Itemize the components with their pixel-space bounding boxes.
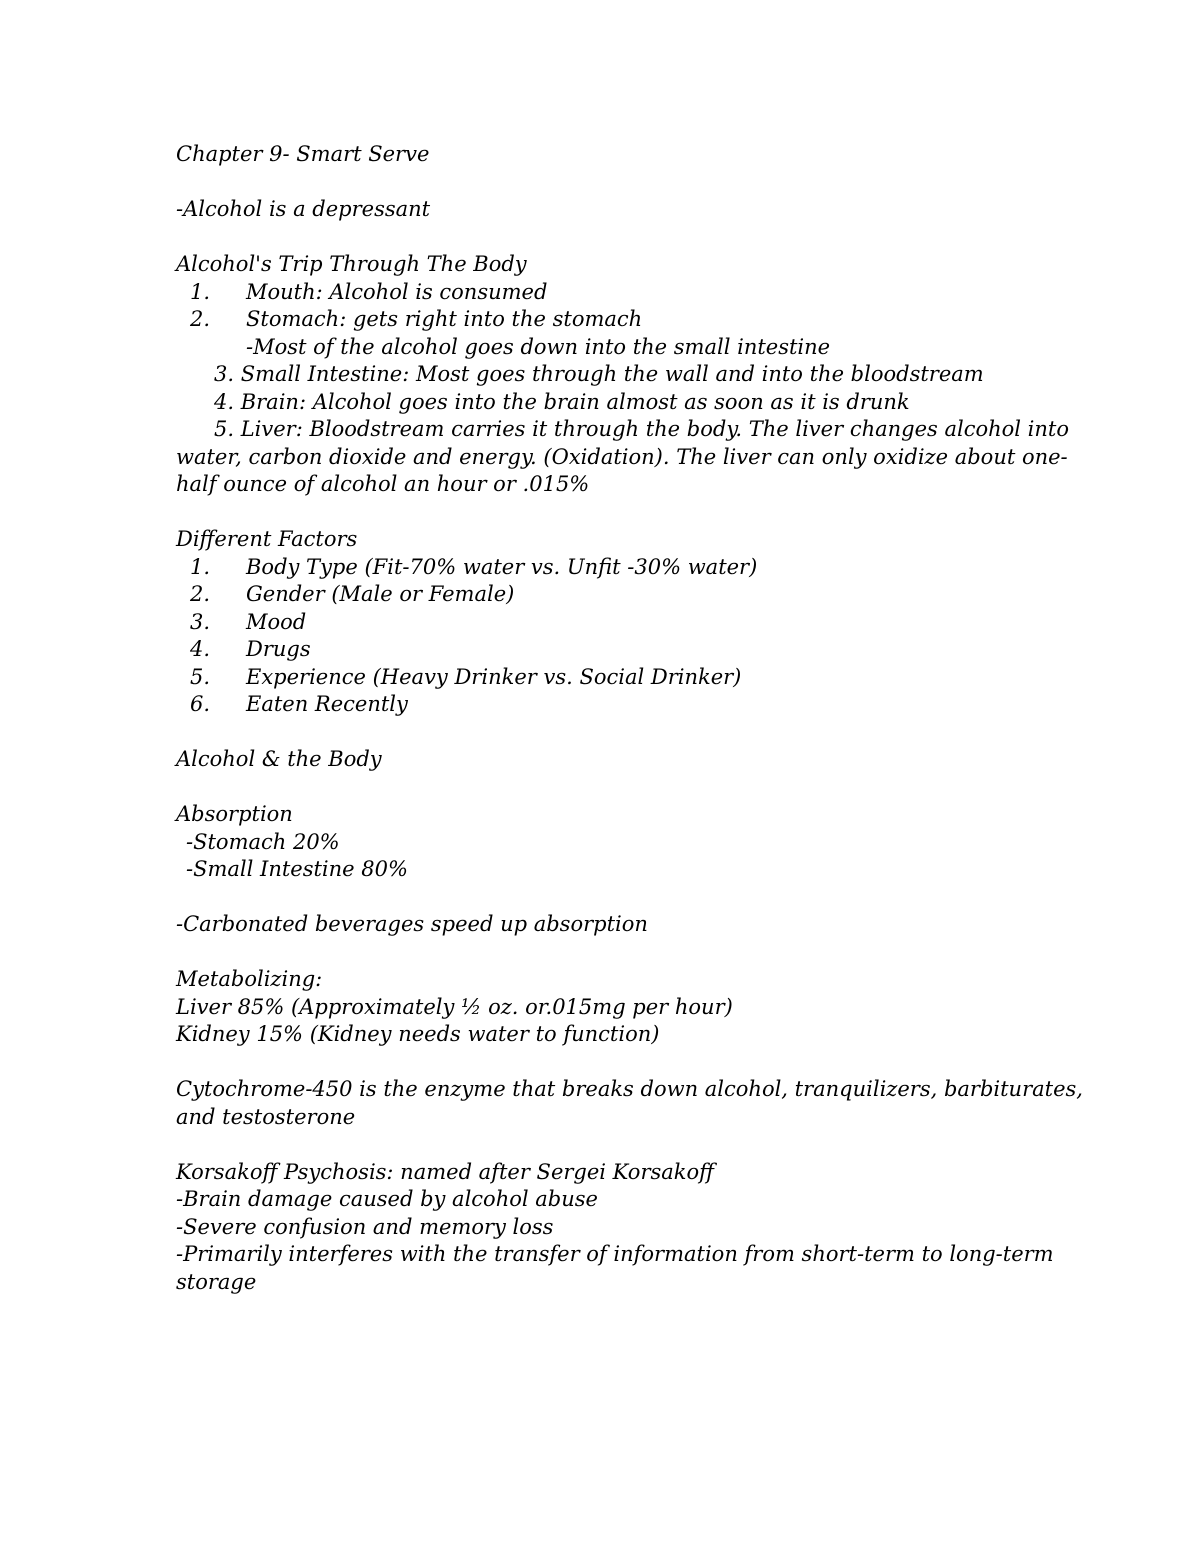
absorption-stomach: -Stomach 20%	[186, 829, 340, 854]
list-item	[176, 306, 1016, 334]
metabolizing-liver: Liver 85% (Approximately ½ oz. or.015mg per hour)	[176, 994, 733, 1019]
list-number: 2.	[189, 582, 210, 606]
list-item	[176, 581, 1016, 609]
korsakoff-point: -Brain damage caused by alcohol abuse	[176, 1187, 598, 1211]
list-item	[176, 554, 1016, 582]
list-item	[176, 691, 1016, 719]
list-item	[176, 279, 1016, 307]
liver-continuation: half ounce of alcohol an hour or .015%	[176, 472, 590, 496]
factors-heading: Different Factors	[176, 527, 358, 551]
spacer	[176, 939, 1016, 967]
spacer	[176, 1049, 1016, 1077]
list-text: Eaten Recently	[246, 692, 408, 716]
list-number: 6.	[189, 692, 210, 716]
list-number: 1.	[189, 279, 210, 304]
korsakoff-point: -Severe confusion and memory loss	[176, 1214, 554, 1239]
chapter-title: Chapter 9- Smart Serve	[176, 142, 430, 166]
cytochrome-line: Cytochrome-450 is the enzyme that breaks down alcohol, tranquilizers, barbiturates,	[176, 1077, 1083, 1101]
absorption-heading: Absorption	[176, 802, 293, 826]
list-item	[176, 636, 1016, 664]
spacer	[176, 499, 1016, 527]
list-text: Drugs	[246, 637, 311, 661]
spacer	[176, 169, 1016, 197]
list-number: 2.	[189, 307, 210, 331]
list-text: Body Type (Fit-70% water vs. Unfit -30% water)	[246, 554, 758, 579]
liver-continuation: water, carbon dioxide and energy. (Oxidation). The liver can only oxidize about one-	[176, 444, 1068, 469]
list-text: Experience (Heavy Drinker vs. Social Drinker)	[246, 664, 742, 689]
document-body	[176, 141, 1083, 1296]
cytochrome-line: and testosterone	[176, 1104, 356, 1129]
spacer	[176, 774, 1016, 802]
absorption-intestine: -Small Intestine 80%	[186, 857, 408, 881]
list-item	[176, 609, 1016, 637]
list-number: 5.	[189, 664, 210, 689]
spacer	[176, 224, 1016, 252]
sub-note: -Most of the alcohol goes down into the small intestine	[246, 334, 831, 359]
alcohol-body-heading: Alcohol & the Body	[176, 747, 382, 771]
carbonated-note: -Carbonated beverages speed up absorption	[176, 912, 648, 936]
list-text: Stomach: gets right into the stomach	[246, 307, 643, 331]
list-number: 4.	[189, 637, 210, 661]
list-text: Mood	[246, 609, 307, 634]
list-item: 3. Small Intestine: Most goes through the wall and into the bloodstream	[214, 362, 984, 386]
korsakoff-point: storage	[176, 1269, 257, 1294]
metabolizing-heading: Metabolizing:	[176, 967, 323, 991]
list-text: Gender (Male or Female)	[246, 582, 515, 606]
list-item: 4. Brain: Alcohol goes into the brain almost as soon as it is drunk	[214, 389, 910, 414]
korsakoff-point: -Primarily interferes with the transfer of information from short-term to long-term	[176, 1242, 1054, 1266]
list-number: 1.	[189, 554, 210, 579]
korsakoff-heading: Korsakoff Psychosis: named after Sergei Korsakoff	[176, 1159, 715, 1184]
intro-line: -Alcohol is a depressant	[176, 197, 431, 221]
spacer	[176, 719, 1016, 747]
list-item	[176, 664, 1016, 692]
spacer	[176, 1131, 1016, 1159]
spacer	[176, 884, 1016, 912]
list-number: 3.	[189, 609, 210, 634]
list-item: 5. Liver: Bloodstream carries it through the body. The liver changes alcohol into	[214, 417, 1069, 441]
metabolizing-kidney: Kidney 15% (Kidney needs water to function)	[176, 1022, 660, 1046]
trip-heading: Alcohol's Trip Through The Body	[176, 252, 527, 276]
list-text: Mouth: Alcohol is consumed	[246, 279, 548, 304]
